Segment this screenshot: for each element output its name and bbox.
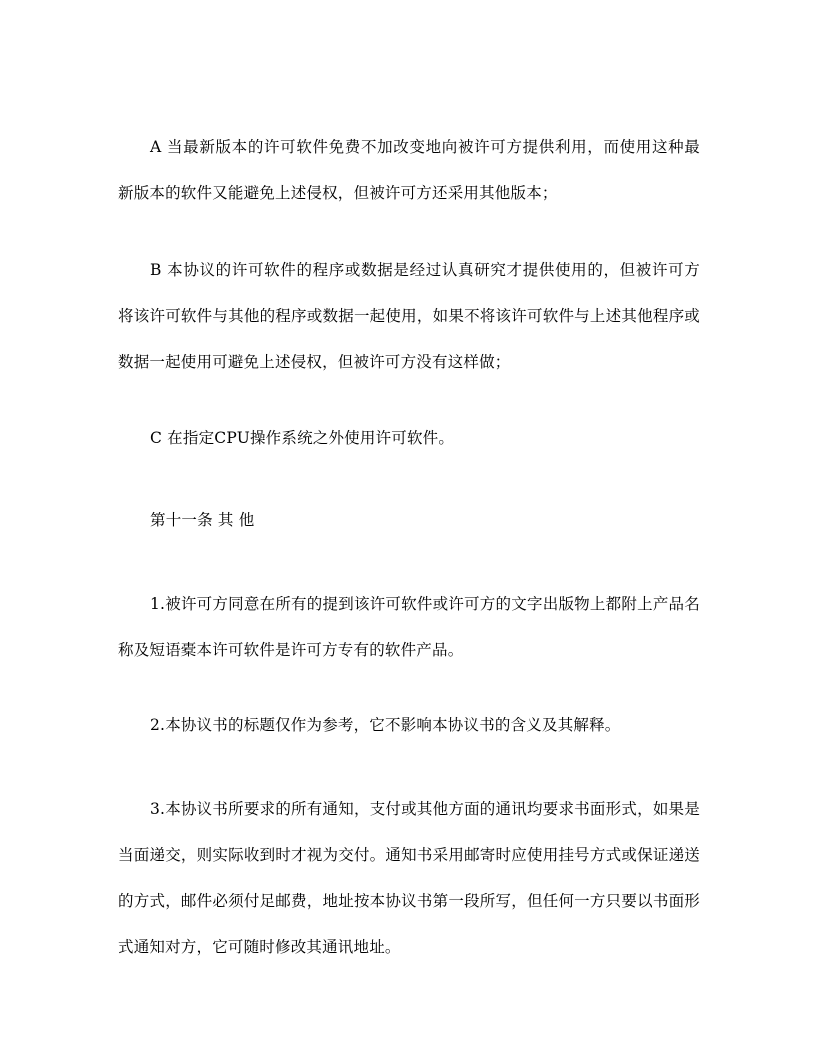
item-1-paragraph: 1.被许可方同意在所有的提到该许可软件或许可方的文字出版物上都附上产品名称及短语橐本许可软件是许可方专有的软件产品。: [118, 595, 700, 659]
clause-c-paragraph: C 在指定CPU操作系统之外使用许可软件。: [150, 429, 455, 447]
item-3-paragraph: 3.本协议书所要求的所有通知，支付或其他方面的通讯均要求书面形式，如果是当面递交，则实际收到时才视为交付。通知书采用邮寄时应使用挂号方式或保证递送的方式，邮件必须付足邮费，地址按本协议书第一段所写，但任何一方只要以书面形式通知对方，它可随时修改其通讯地址。: [118, 800, 700, 956]
article-eleven-heading: 第十一条 其 他: [150, 511, 255, 529]
clause-a-paragraph: A 当最新版本的许可软件免费不加改变地向被许可方提供利用，而使用这种最新版本的软件又能避免上述侵权，但被许可方还采用其他版本；: [118, 138, 700, 202]
clause-b-paragraph: B 本协议的许可软件的程序或数据是经过认真研究才提供使用的，但被许可方将该许可软件与其他的程序或数据一起使用，如果不将该许可软件与上述其他程序或数据一起使用可避免上述侵权，但被许可方没有这样做；: [118, 261, 700, 371]
item-2-paragraph: 2.本协议书的标题仅作为参考，它不影响本协议书的含义及其解释。: [150, 716, 621, 734]
